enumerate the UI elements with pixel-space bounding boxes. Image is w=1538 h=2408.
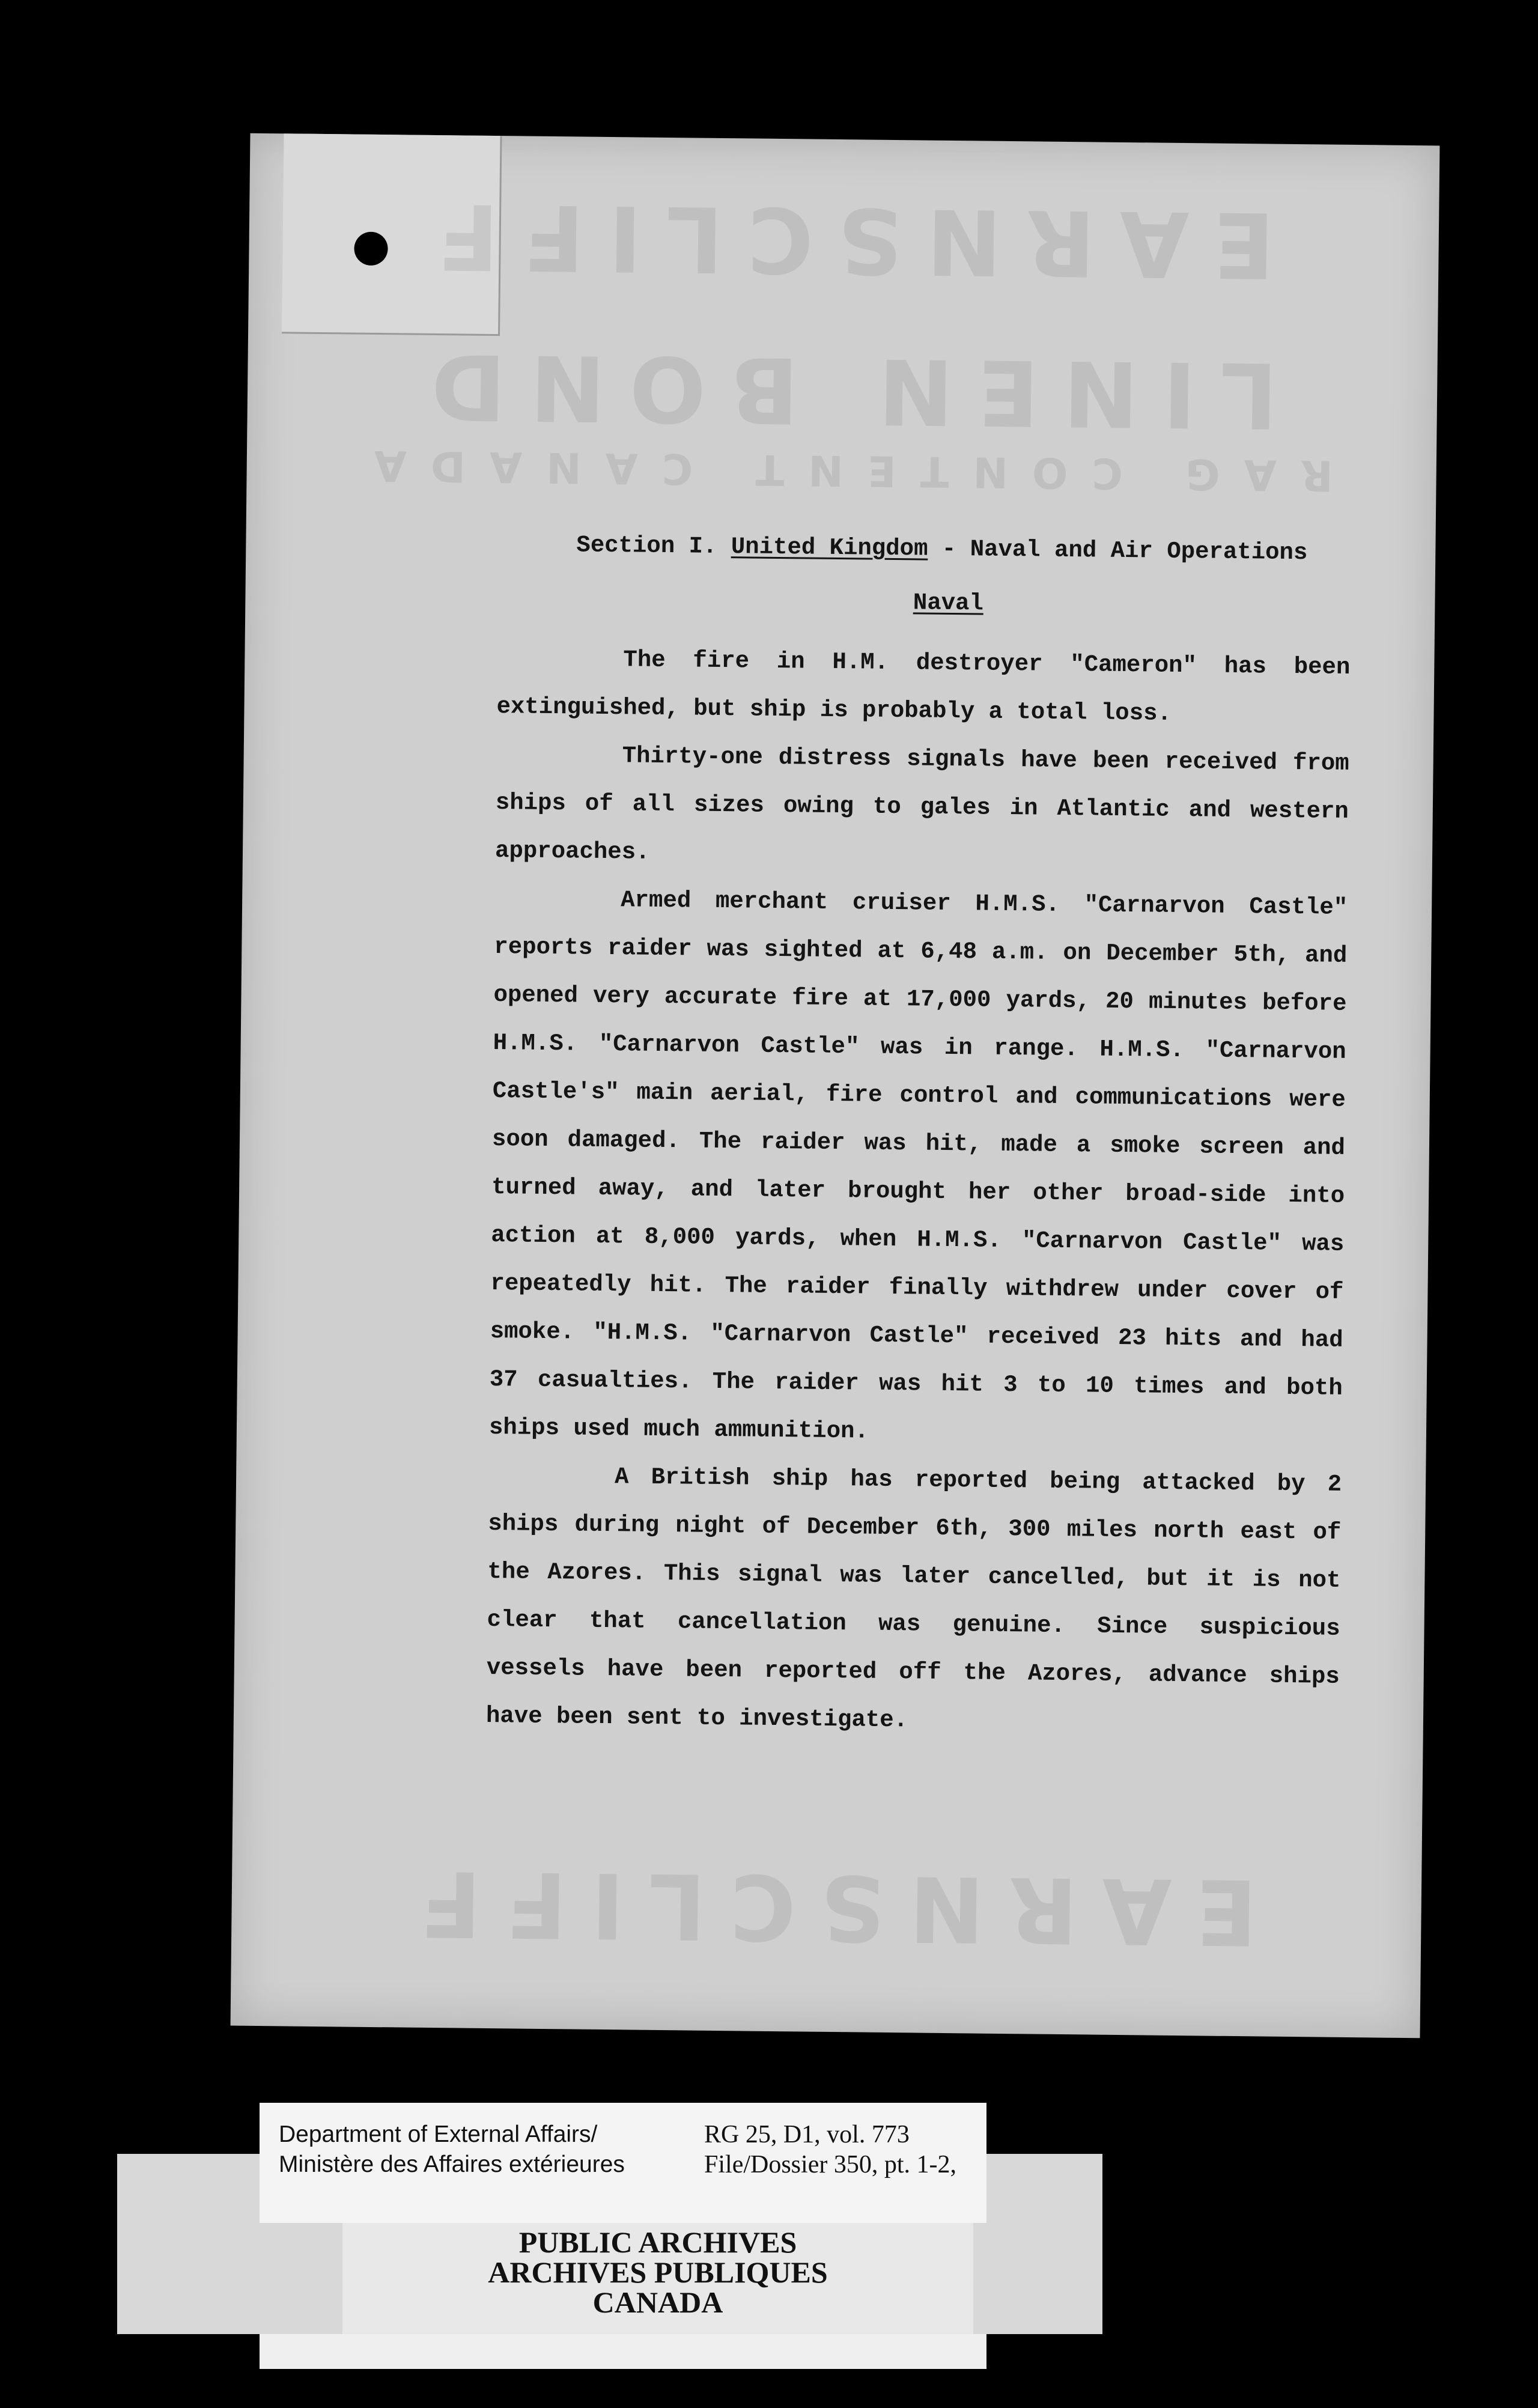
- stamp-line: ARCHIVES PUBLIQUES: [488, 2255, 828, 2289]
- typed-text-body: [486, 520, 1352, 1749]
- department-block: [279, 2120, 625, 2180]
- paragraph: Thirty-one distress signals have been received from ships of all sizes owing to gales in Atlantic and western approaches.: [494, 743, 1349, 866]
- paragraph: Armed merchant cruiser H.M.S. "Carnarvon Castle" reports raider was sighted at 6,48 a.m. on December 5th, and opened very accurate fire at 17,000 yards, 20 minutes before H.M.S. "Carnarvon Castle" was in range. H.M.S. "Carnarvon Castle's" main aerial, fire control and communications were soon damaged. The raider was hit, made a smoke screen and turned away, and later brought her other broad-side into action at 8,000 yards, when H.M.S. "Carnarvon Castle" was repeatedly hit. The raider finally withdrew under cover of smoke. "H.M.S. "Carnarvon Castle" received 23 hits and had 37 casualties. The raider was hit 3 to 10 times and both ships used much ammunition.: [488, 887, 1348, 1445]
- archive-stamp: [342, 2227, 973, 2317]
- stamp-line: PUBLIC ARCHIVES: [518, 2225, 797, 2259]
- section-topic: - Naval and Air Operations: [928, 535, 1308, 567]
- paragraph: The fire in H.M. destroyer "Cameron" has been extinguished, but ship is probably a total loss.: [496, 646, 1351, 727]
- stamp-line: CANADA: [592, 2285, 723, 2319]
- department-french: Ministère des Affaires extérieures: [279, 2151, 625, 2177]
- file-reference: File/Dossier 350, pt. 1-2,: [704, 2151, 956, 2178]
- department-english: Department of External Affairs/: [279, 2121, 598, 2147]
- watermark-line: RAG CONTENT CANADA: [350, 440, 1334, 500]
- watermark-line: LINEN BOND: [406, 333, 1278, 447]
- subheading: [497, 574, 1351, 631]
- label-bottom-strip: [260, 2334, 986, 2369]
- watermark-line: EARNSCLIFF: [395, 1850, 1258, 1964]
- typed-document-page: [231, 133, 1440, 2039]
- section-country: United Kingdom: [731, 534, 928, 562]
- reference-block: [704, 2120, 956, 2180]
- section-heading: [576, 521, 1352, 577]
- record-group-reference: RG 25, D1, vol. 773: [704, 2121, 910, 2148]
- section-number: Section I.: [576, 532, 717, 560]
- archive-reference-label: [260, 2103, 986, 2223]
- watermark-line: EARNSCLIFF: [412, 183, 1275, 297]
- paragraph: A British ship has reported being attacked by 2 ships during night of December 6th, 300 miles north east of the Azores. This signal was later cancelled, but it is not clear that cancellation was genuine. Since suspicious vessels have been reported off the Azores, advance ships have been sent to investigate.: [485, 1464, 1342, 1734]
- subheading-naval: Naval: [913, 589, 984, 617]
